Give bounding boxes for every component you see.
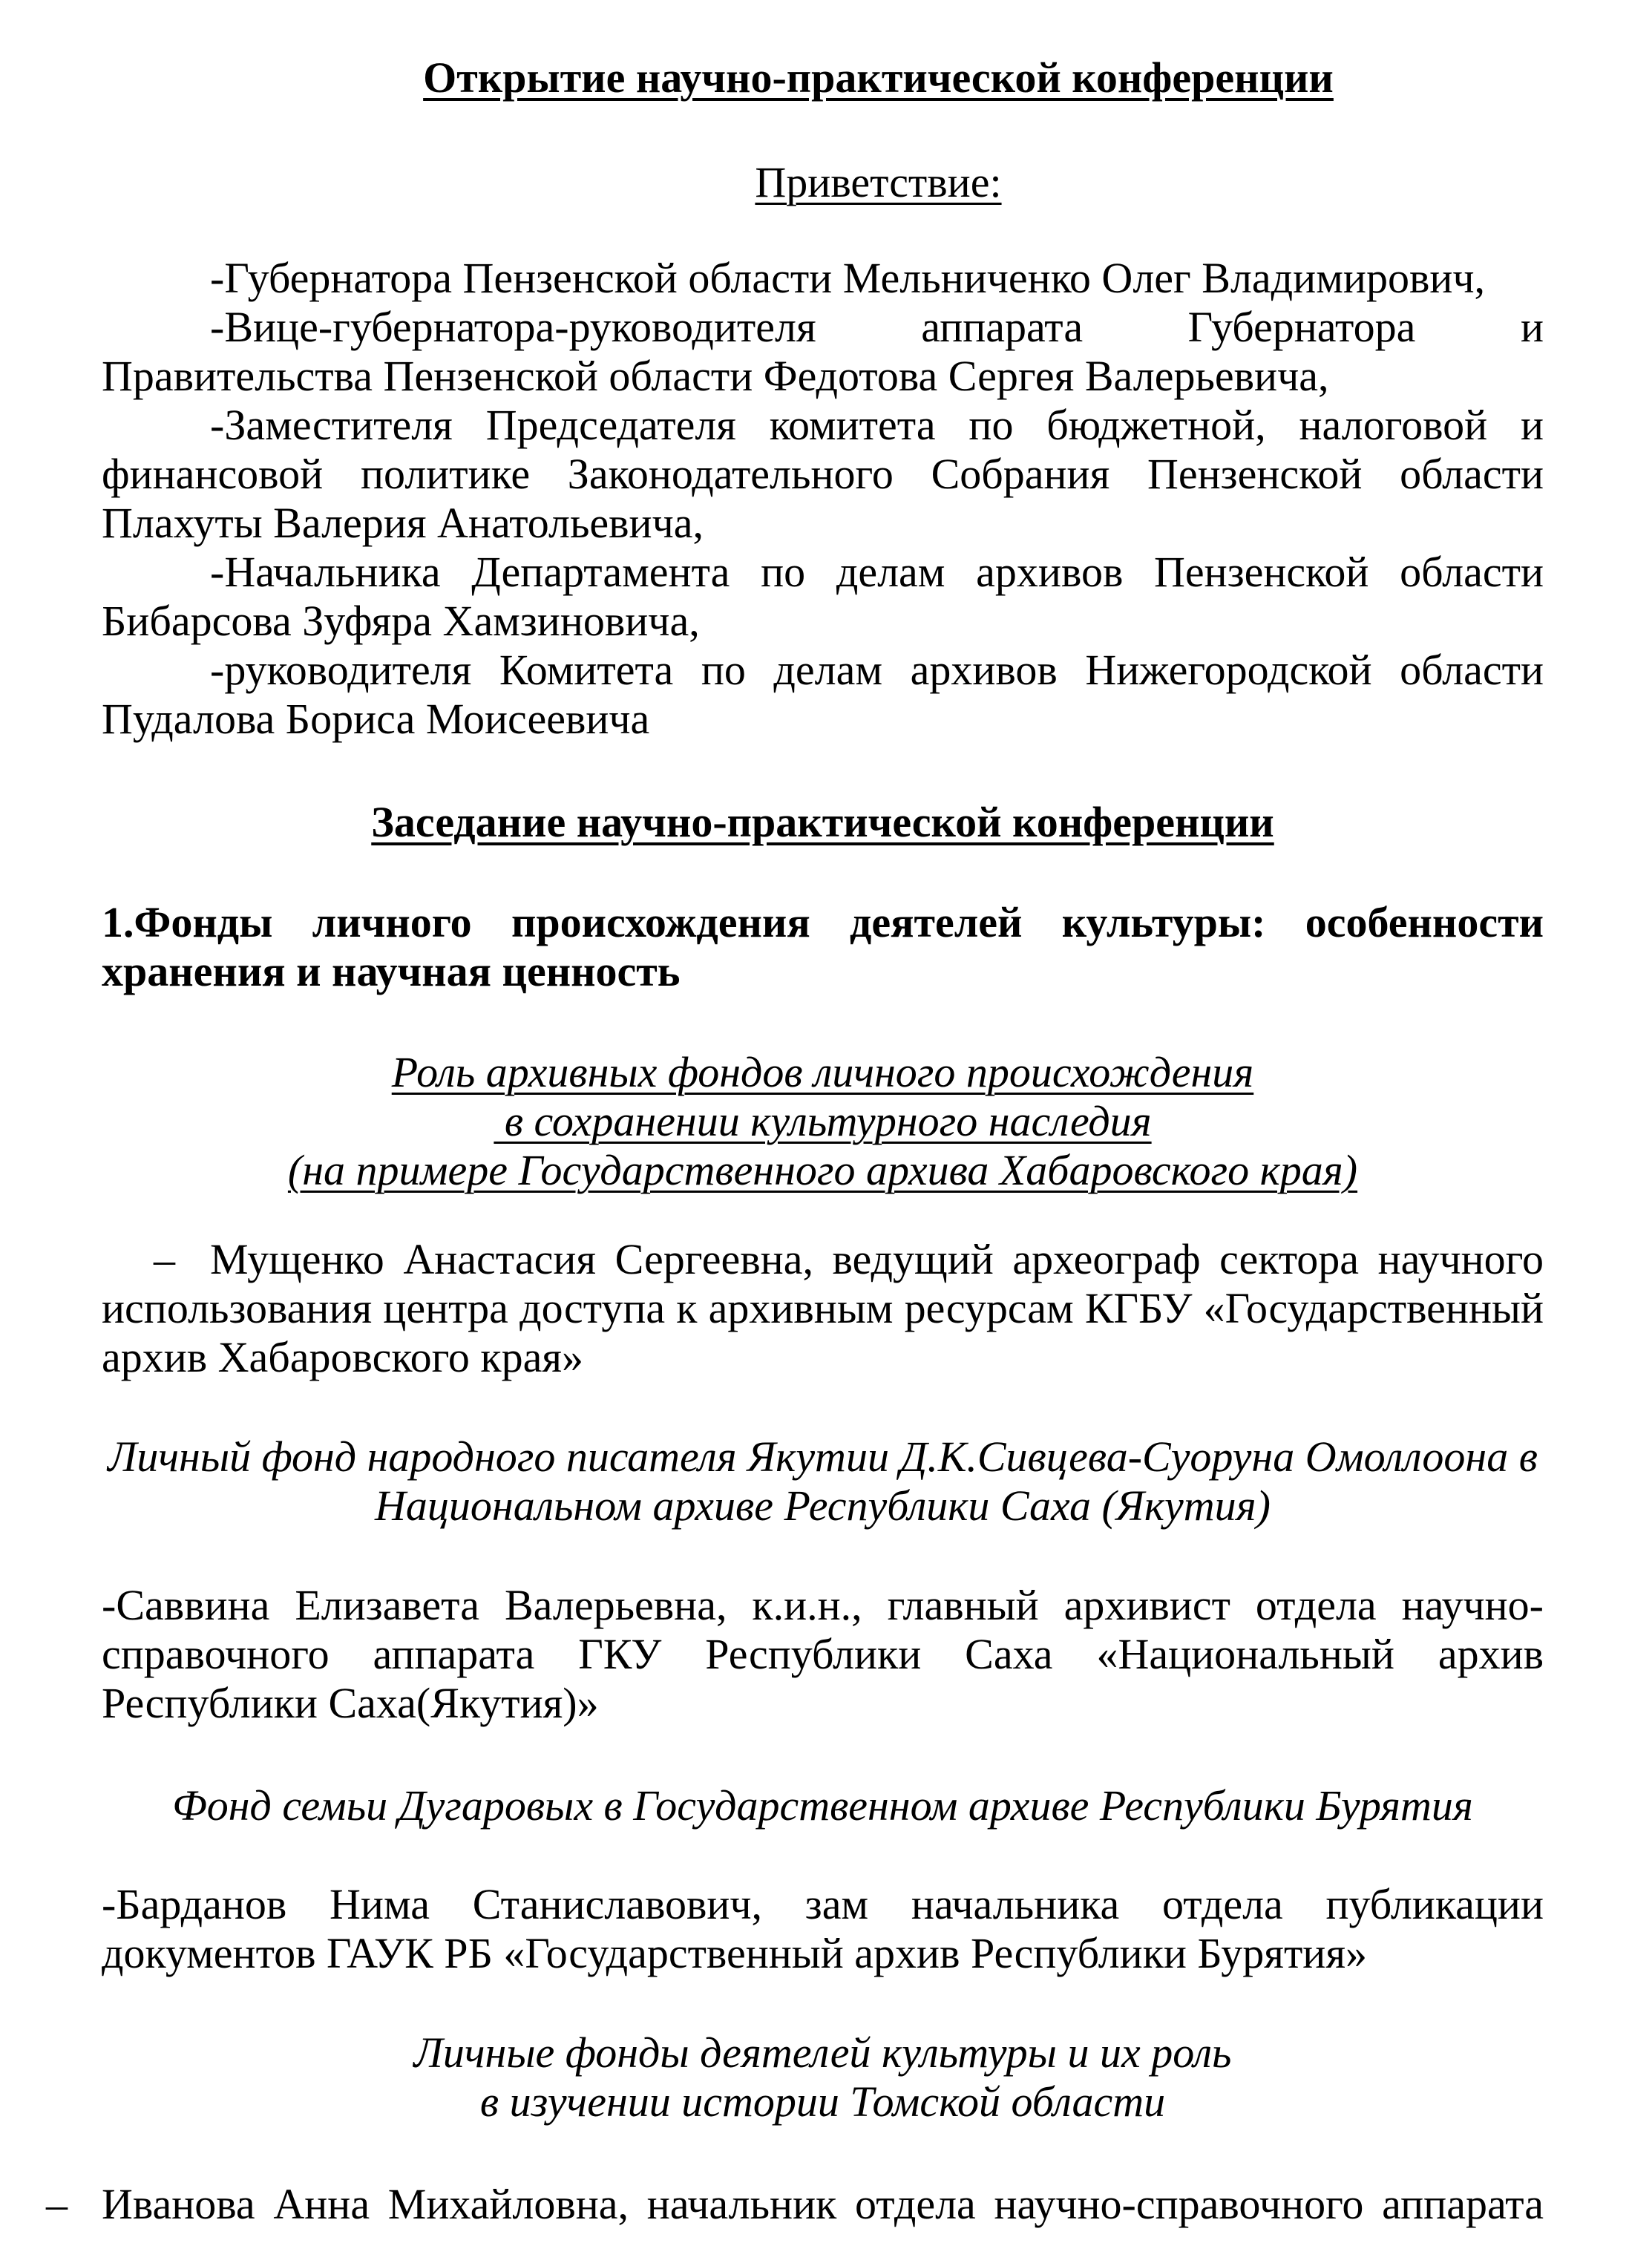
greeting-line: Правительства Пензенской области Федотова Сергея Валерьевича, bbox=[102, 352, 1329, 400]
greeting-line: Пудалова Бориса Моисеевича bbox=[102, 695, 650, 743]
greeting-item bbox=[102, 254, 1544, 303]
greeting-label: Приветствие: bbox=[755, 158, 1002, 206]
speaker-line: Мущенко Анастасия Сергеевна, ведущий археограф сектора научного bbox=[210, 1235, 1544, 1283]
speaker-line: справочного аппарата ГКУ Республики Саха «Национальный архив bbox=[102, 1630, 1544, 1678]
greeting-item bbox=[102, 303, 1544, 401]
speaker-line: Республики Саха(Якутия)» bbox=[102, 1679, 599, 1727]
section-heading bbox=[102, 898, 1544, 996]
opening-title: Открытие научно-практической конференции bbox=[423, 53, 1334, 102]
greeting-label-block bbox=[102, 158, 1544, 207]
speaker-line: -Барданов Нима Станиславович, зам начальника отдела публикации bbox=[102, 1880, 1544, 1928]
talk-topic-line: в изучении истории Томской области bbox=[479, 2077, 1166, 2126]
greetings-list bbox=[102, 254, 1544, 744]
speaker-line: Иванова Анна Михайловна, начальник отдела научно-справочного аппарата bbox=[102, 2180, 1544, 2228]
talk-speaker bbox=[46, 2180, 1544, 2229]
talk-speaker bbox=[102, 1235, 1544, 1382]
talk-topic-line: Личные фонды деятелей культуры и их роль bbox=[413, 2028, 1232, 2077]
opening-title-block bbox=[102, 53, 1544, 102]
greeting-item bbox=[102, 401, 1544, 548]
talk-topic bbox=[102, 1048, 1544, 1195]
greeting-item bbox=[102, 646, 1544, 744]
speaker-dash: – bbox=[154, 1235, 175, 1283]
greeting-line: -Губернатора Пензенской области Мельниченко Олег Владимирович, bbox=[210, 254, 1486, 302]
session-title: Заседание научно-практической конференции bbox=[371, 798, 1274, 846]
greeting-line: -Заместителя Председателя комитета по бюджетной, налоговой и bbox=[210, 401, 1544, 449]
section-heading-line: хранения и научная ценность bbox=[102, 947, 681, 995]
speaker-line: использования центра доступа к архивным ресурсам КГБУ «Государственный bbox=[102, 1284, 1544, 1332]
greeting-line: -Вице-губернатора-руководителя аппарата Губернатора и bbox=[210, 303, 1544, 351]
speaker-line: -Саввина Елизавета Валерьевна, к.и.н., главный архивист отдела научно- bbox=[102, 1581, 1544, 1629]
talk-topic-line: Роль архивных фондов личного происхождения bbox=[391, 1048, 1254, 1096]
greeting-line: Бибарсова Зуфяра Хамзиновича, bbox=[102, 597, 700, 645]
greeting-item bbox=[102, 548, 1544, 646]
talk-topic bbox=[102, 1781, 1544, 1830]
talk-speaker bbox=[102, 1880, 1544, 1978]
greeting-line: Плахуты Валерия Анатольевича, bbox=[102, 499, 704, 547]
talk-topic-line: Фонд семьи Дугаровых в Государственном архиве Республики Бурятия bbox=[172, 1781, 1473, 1830]
talk-topic-line: Национальном архиве Республики Саха (Якутия) bbox=[375, 1481, 1271, 1530]
talk-topic bbox=[102, 2028, 1544, 2126]
talk-topic-line: в сохранении культурного наследия bbox=[494, 1097, 1152, 1145]
talk-topic-line: (на примере Государственного архива Хабаровского края) bbox=[287, 1146, 1358, 1194]
speaker-line: архив Хабаровского края» bbox=[102, 1333, 584, 1381]
section-heading-line: 1.Фонды личного происхождения деятелей культуры: особенности bbox=[102, 898, 1544, 946]
greeting-line: -Начальника Департамента по делам архивов Пензенской области bbox=[210, 548, 1544, 596]
session-title-block bbox=[102, 798, 1544, 847]
speaker-dash: – bbox=[46, 2180, 68, 2228]
greeting-line: финансовой политике Законодательного Собрания Пензенской области bbox=[102, 450, 1544, 498]
talk-topic bbox=[102, 1432, 1544, 1530]
speaker-line: документов ГАУК РБ «Государственный архив Республики Бурятия» bbox=[102, 1929, 1368, 1977]
talk-topic-line: Личный фонд народного писателя Якутии Д.К.Сивцева-Суоруна Омоллоона в bbox=[108, 1432, 1538, 1481]
talk-speaker bbox=[102, 1581, 1544, 1728]
greeting-line: -руководителя Комитета по делам архивов Нижегородской области bbox=[210, 646, 1544, 694]
